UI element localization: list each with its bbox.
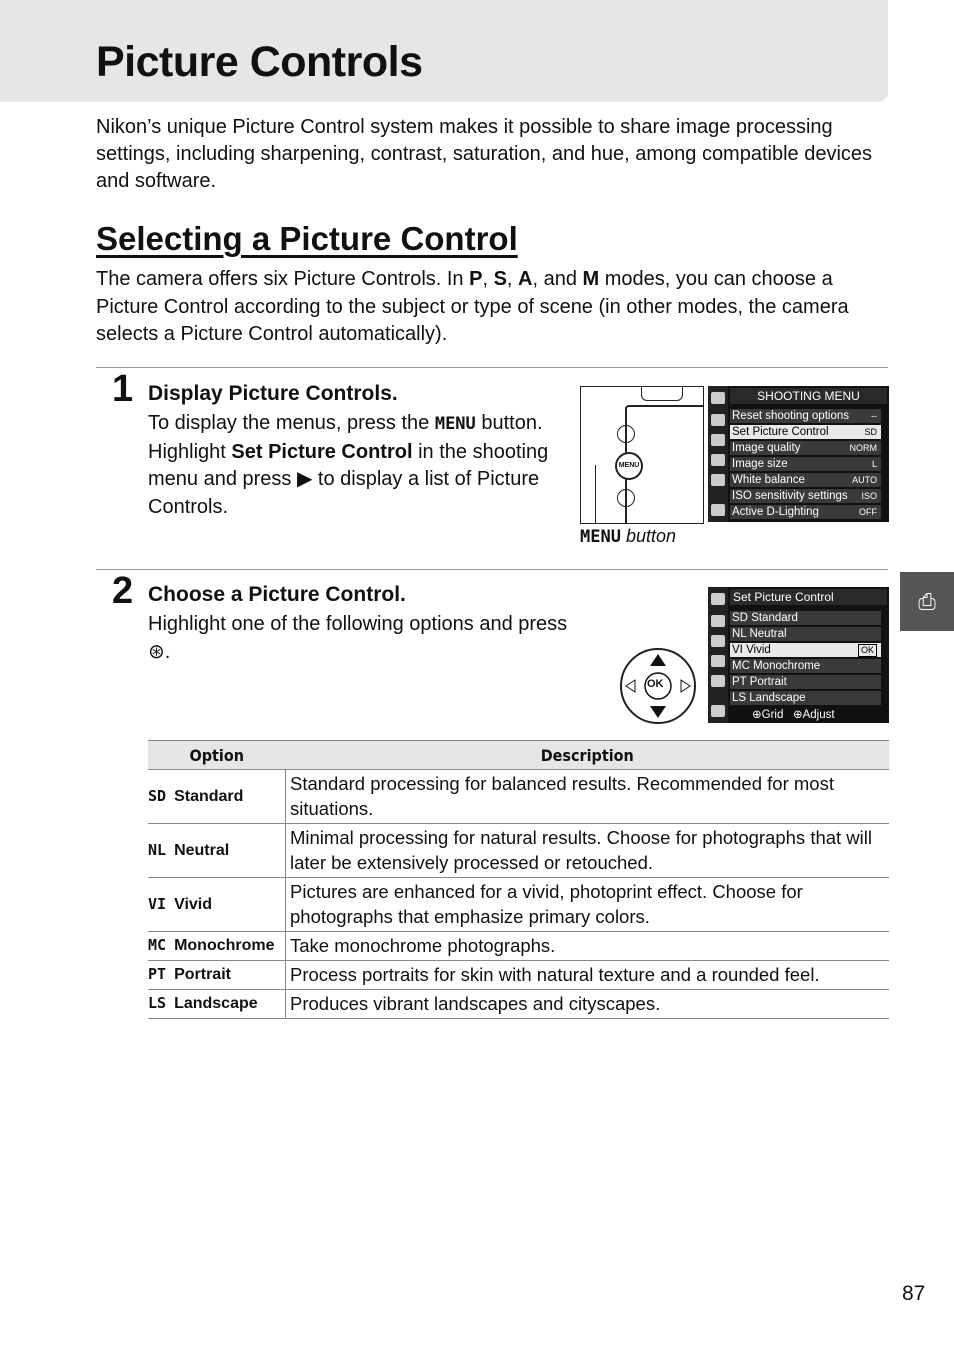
shooting-menu-icon (711, 414, 725, 426)
picture-control-item: NL Neutral (730, 627, 881, 641)
help-icon (711, 705, 725, 717)
picture-control-item: LS Landscape (730, 691, 881, 705)
screen-footer: ⊕Grid ⊕Adjust (752, 709, 835, 721)
camera-back-illustration (580, 386, 704, 524)
pointer-line (595, 465, 596, 523)
option-cell: LS Landscape (148, 990, 286, 1019)
picture-control-item: PT Portrait (730, 675, 881, 689)
playback-menu-icon (711, 593, 725, 605)
step-body: To display the menus, press the MENU button. Highlight Set Picture Control in the shooting menu and press ▶ to display a list of Picture Controls. (148, 412, 549, 518)
retouch-menu-icon (711, 655, 725, 667)
picture-control-icon: LS (148, 994, 167, 1012)
table-row (148, 961, 889, 990)
picture-control-item: MC Monochrome (730, 659, 881, 673)
retouch-menu-icon (711, 454, 725, 466)
mode-a-glyph: A (518, 268, 533, 290)
playback-menu-icon (711, 392, 725, 404)
option-cell: VI Vivid (148, 878, 286, 932)
shooting-menu-icon (711, 615, 725, 627)
menu-button-glyph: MENU (434, 414, 476, 434)
option-cell: MC Monochrome (148, 932, 286, 961)
right-arrow-icon: ▶ (296, 468, 313, 490)
table-row (148, 770, 889, 824)
step-number: 2 (112, 570, 134, 612)
picture-control-icon: MC (148, 936, 167, 954)
description-cell: Produces vibrant landscapes and cityscapes. (286, 990, 890, 1019)
table-row (148, 990, 889, 1019)
menu-item: Reset shooting options -- (730, 409, 881, 423)
menu-sidebar (708, 386, 728, 522)
picture-control-screen (708, 587, 889, 723)
picture-control-item: SD Standard (730, 611, 881, 625)
description-cell: Pictures are enhanced for a vivid, photoprint effect. Choose for photographs that emphasize primary colors. (286, 878, 890, 932)
menu-item: White balance AUTO (730, 473, 881, 487)
recent-settings-icon (711, 474, 725, 486)
ok-label: OK (647, 678, 664, 690)
menu-item: Image quality NORM (730, 441, 881, 455)
table-row (148, 878, 889, 932)
menu-item: Active D-Lighting OFF (730, 505, 881, 519)
mode-s-glyph: S (493, 268, 507, 290)
mode-m-glyph: M (582, 268, 600, 290)
description-cell: Take monochrome photographs. (286, 932, 890, 961)
menu-title: Set Picture Control (730, 589, 887, 605)
step-title: Display Picture Controls. (148, 382, 398, 405)
camera-menu-button-icon: MENU (615, 452, 643, 480)
table-row (148, 824, 889, 878)
step-number: 1 (112, 368, 134, 410)
section-title: Selecting a Picture Control (96, 220, 518, 257)
column-header: Option (148, 741, 286, 770)
page-title: Picture Controls (96, 38, 423, 86)
playback-button-icon (617, 425, 635, 443)
menu-title: SHOOTING MENU (730, 388, 887, 404)
menu-item: Image size L (730, 457, 881, 471)
help-icon (711, 504, 725, 516)
description-cell: Process portraits for skin with natural texture and a rounded feel. (286, 961, 890, 990)
divider (96, 367, 888, 368)
ok-button-glyph: ⊛ (148, 640, 165, 663)
picture-control-table (148, 740, 889, 1019)
step-body: Highlight one of the following options and press ⊛. (148, 613, 568, 663)
option-cell: NL Neutral (148, 824, 286, 878)
setup-menu-icon (711, 635, 725, 647)
page-number: 87 (902, 1282, 926, 1305)
multi-selector-illustration (620, 648, 696, 724)
shooting-menu-screen (708, 386, 889, 522)
intro-paragraph: Nikon’s unique Picture Control system makes it possible to share image processing settings, including sharpening, contrast, saturation, and hue, among compatible devices and software. (96, 116, 873, 192)
column-header: Description (286, 741, 890, 770)
menu-item: ISO sensitivity settings ISO (730, 489, 881, 503)
picture-control-icon: NL (148, 840, 167, 859)
viewfinder-outline (641, 386, 683, 401)
menu-sidebar (708, 587, 728, 723)
description-cell: Minimal processing for natural results. Choose for photographs that will later be extensively processed or retouched. (286, 824, 890, 878)
divider (96, 569, 888, 570)
mode-p-glyph: P (469, 268, 483, 290)
option-cell: SD Standard (148, 770, 286, 824)
section-intro: The camera offers six Picture Controls. In P, S, A, and M modes, you can choose a Picture Control according to the subject or type of scene (in other modes, the camera selects a Picture Control automatically). (96, 268, 849, 345)
zoom-button-icon (617, 489, 635, 507)
picture-control-icon: VI (148, 894, 167, 913)
option-cell: PT Portrait (148, 961, 286, 990)
picture-control-icon: SD (148, 786, 167, 805)
table-row (148, 932, 889, 961)
camera-shooting-icon: ⎙ (900, 572, 954, 631)
menu-item-highlighted: Set Picture Control SD (730, 425, 881, 439)
picture-control-item-highlighted: VI Vivid OK (730, 643, 881, 657)
description-cell: Standard processing for balanced results. Recommended for most situations. (286, 770, 890, 824)
table-header-row (148, 741, 889, 770)
step-title: Choose a Picture Control. (148, 583, 406, 606)
picture-control-icon: PT (148, 965, 167, 983)
recent-settings-icon (711, 675, 725, 687)
menu-button-caption: MENU button (580, 526, 676, 547)
setup-menu-icon (711, 434, 725, 446)
